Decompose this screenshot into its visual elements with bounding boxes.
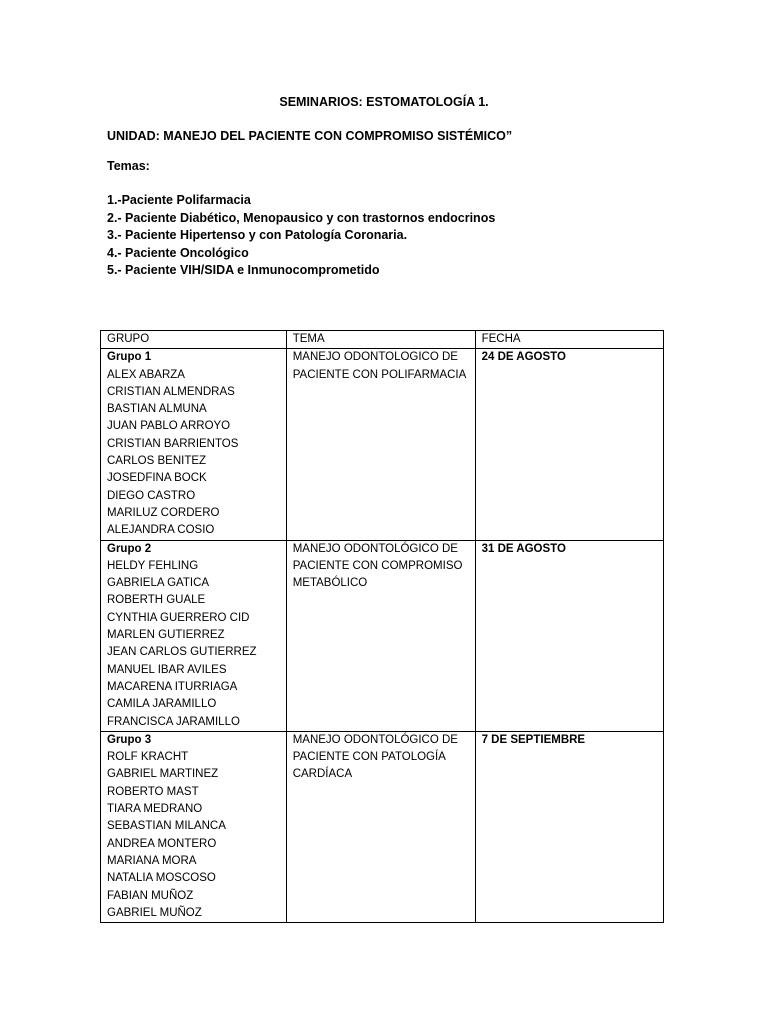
- group-member: GABRIEL MUÑOZ: [107, 906, 202, 919]
- topic-item: 3.- Paciente Hipertenso y con Patología Coronaria.: [107, 228, 408, 242]
- group-member: CRISTIAN ALMENDRAS: [107, 385, 235, 398]
- tema-line: MANEJO ODONTOLÓGICO DE: [292, 733, 458, 746]
- group-member: DIEGO CASTRO: [107, 489, 196, 502]
- group-member: MANUEL IBAR AVILES: [107, 663, 227, 676]
- group-member: NATALIA MOSCOSO: [107, 872, 216, 885]
- group-member: MACARENA ITURRIAGA: [107, 680, 238, 693]
- group-member: FABIAN MUÑOZ: [107, 889, 194, 902]
- group-cell: [101, 731, 287, 922]
- group-member: CAMILA JARAMILLO: [107, 698, 217, 711]
- group-member: JEAN CARLOS GUTIERREZ: [107, 646, 257, 659]
- header-tema: TEMA: [286, 331, 475, 349]
- group-member: ROBERTO MAST: [107, 785, 199, 798]
- topics-list: [107, 192, 495, 280]
- group-member: FRANCISCA JARAMILLO: [107, 715, 240, 728]
- unit-heading: UNIDAD: MANEJO DEL PACIENTE CON COMPROMISO SISTÉMICO”: [107, 129, 513, 143]
- tema-line: PACIENTE CON POLIFARMACIA: [292, 368, 467, 381]
- fecha-cell: 24 DE AGOSTO: [475, 349, 663, 540]
- fecha-cell: 31 DE AGOSTO: [475, 540, 663, 731]
- group-member: CRISTIAN BARRIENTOS: [107, 437, 239, 450]
- document-title: SEMINARIOS: ESTOMATOLOGÍA 1.: [279, 95, 489, 109]
- group-member: ALEX ABARZA: [107, 368, 185, 381]
- tema-cell: [286, 731, 475, 922]
- group-cell: [101, 349, 287, 540]
- group-member: SEBASTIAN MILANCA: [107, 820, 226, 833]
- group-member: GABRIEL MARTINEZ: [107, 768, 219, 781]
- topics-label: Temas:: [107, 159, 150, 173]
- header-fecha: FECHA: [475, 331, 663, 349]
- topic-item: 1.-Paciente Polifarmacia: [107, 193, 251, 207]
- tema-line: MANEJO ODONTOLÓGICO DE: [292, 542, 458, 555]
- tema-line: PACIENTE CON COMPROMISO: [292, 559, 463, 572]
- group-cell: [101, 540, 287, 731]
- group-name: Grupo 1: [107, 351, 152, 364]
- group-member: JOSEDFINA BOCK: [107, 472, 207, 485]
- group-member: GABRIELA GATICA: [107, 577, 210, 590]
- group-name: Grupo 3: [107, 733, 152, 746]
- group-member: ANDREA MONTERO: [107, 837, 217, 850]
- topic-item: 2.- Paciente Diabético, Menopausico y con trastornos endocrinos: [107, 210, 496, 225]
- tema-line: CARDÍACA: [292, 768, 353, 781]
- group-member: ROLF KRACHT: [107, 751, 189, 764]
- topic-item: 4.- Paciente Oncológico: [107, 245, 249, 260]
- topic-item: 5.- Paciente VIH/SIDA e Inmunocomprometido: [107, 263, 380, 277]
- group-member: MARILUZ CORDERO: [107, 506, 220, 519]
- table-row: [101, 349, 664, 540]
- tema-line: PACIENTE CON PATOLOGÍA: [292, 751, 446, 764]
- group-member: ROBERTH GUALE: [107, 594, 206, 607]
- group-member: HELDY FEHLING: [107, 559, 199, 572]
- group-member: BASTIAN ALMUNA: [107, 403, 207, 416]
- group-member: MARLEN GUTIERREZ: [107, 629, 225, 642]
- table-body: [101, 349, 664, 923]
- group-member: CYNTHIA GUERRERO CID: [107, 611, 250, 624]
- group-name: Grupo 2: [107, 542, 152, 555]
- tema-line: MANEJO ODONTOLOGICO DE: [292, 351, 458, 364]
- table-header-row: [101, 331, 664, 349]
- fecha-cell: 7 DE SEPTIEMBRE: [475, 731, 663, 922]
- table-row: [101, 731, 664, 922]
- group-member: MARIANA MORA: [107, 854, 197, 867]
- header-grupo: GRUPO: [101, 331, 287, 349]
- group-member: TIARA MEDRANO: [107, 803, 203, 816]
- table-row: [101, 540, 664, 731]
- group-member: CARLOS BENITEZ: [107, 455, 207, 468]
- tema-cell: [286, 540, 475, 731]
- group-member: ALEJANDRA COSIO: [107, 524, 215, 537]
- seminar-table: [100, 330, 664, 923]
- tema-line: METABÓLICO: [292, 577, 368, 590]
- tema-cell: [286, 349, 475, 540]
- group-member: JUAN PABLO ARROYO: [107, 420, 231, 433]
